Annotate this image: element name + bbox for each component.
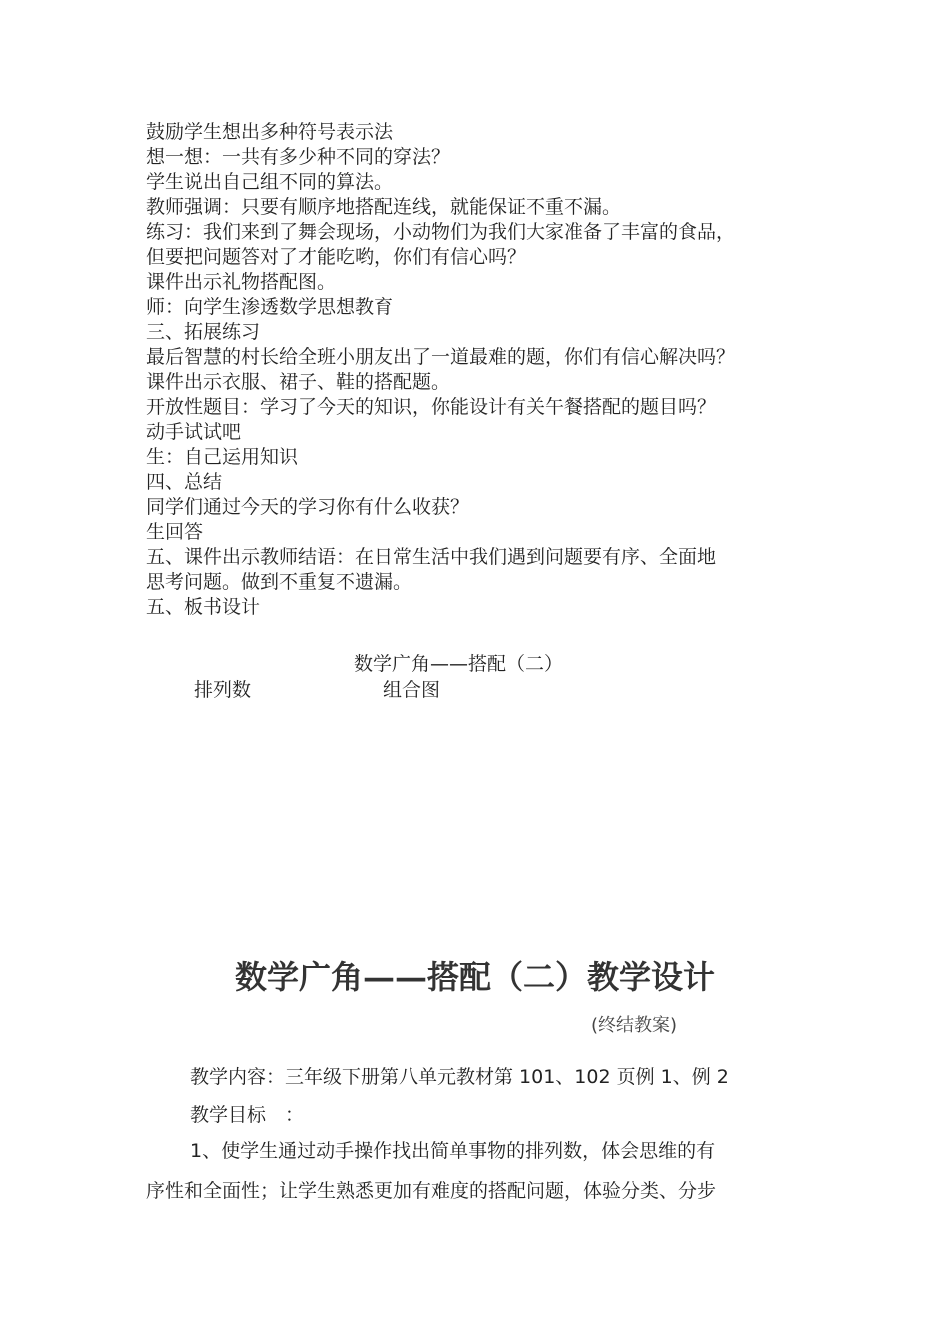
text-line: 五、课件出示教师结语：在日常生活中我们遇到问题要有序、全面地 (146, 546, 717, 568)
text-line: 生回答 (146, 521, 204, 543)
board-design-title: 数学广角——搭配（二） (354, 653, 564, 675)
text-line: 师：向学生渗透数学思想教育 (146, 296, 394, 318)
document-title: 数学广角——搭配（二）教学设计 (234, 958, 715, 996)
text-line: 动手试试吧 (146, 421, 242, 443)
text-line: 教师强调：只要有顺序地搭配连线，就能保证不重不漏。 (146, 196, 622, 218)
text-line: 但要把问题答对了才能吃哟，你们有信心吗？ (146, 246, 527, 268)
goal-item-line: 1、使学生通过动手操作找出简单事物的排列数，体会思维的有 (190, 1140, 716, 1162)
text-line: 学生说出自己组不同的算法。 (146, 171, 394, 193)
text-line: 生：自己运用知识 (146, 446, 299, 468)
text-line: 鼓励学生想出多种符号表示法 (146, 121, 394, 143)
goal-item-line: 序性和全面性；让学生熟悉更加有难度的搭配问题，体验分类、分步 (146, 1180, 717, 1202)
text-line: 思考问题。做到不重复不遗漏。 (146, 571, 413, 593)
text-line: 课件出示礼物搭配图。 (146, 271, 337, 293)
text-line: 开放性题目：学习了今天的知识，你能设计有关午餐搭配的题目吗？ (146, 396, 717, 418)
board-right-label: 组合图 (383, 679, 441, 701)
text-line: 想一想：一共有多少种不同的穿法？ (146, 146, 451, 168)
document-subtitle: (终结教案) (591, 1015, 678, 1036)
teaching-goal-label: 教学目标 ： (190, 1104, 305, 1126)
text-line: 课件出示衣服、裙子、鞋的搭配题。 (146, 371, 451, 393)
section-heading: 三、拓展练习 (146, 321, 261, 343)
text-line: 练习：我们来到了舞会现场，小动物们为我们大家准备了丰富的食品， (146, 221, 736, 243)
section-heading: 四、总结 (146, 471, 223, 493)
teaching-content: 教学内容：三年级下册第八单元教材第 101、102 页例 1、例 2 (190, 1066, 729, 1088)
board-left-label: 排列数 (194, 679, 252, 701)
section-heading: 五、板书设计 (146, 596, 261, 618)
text-line: 同学们通过今天的学习你有什么收获？ (146, 496, 470, 518)
text-line: 最后智慧的村长给全班小朋友出了一道最难的题，你们有信心解决吗？ (146, 346, 736, 368)
lesson-steps (146, 120, 846, 620)
